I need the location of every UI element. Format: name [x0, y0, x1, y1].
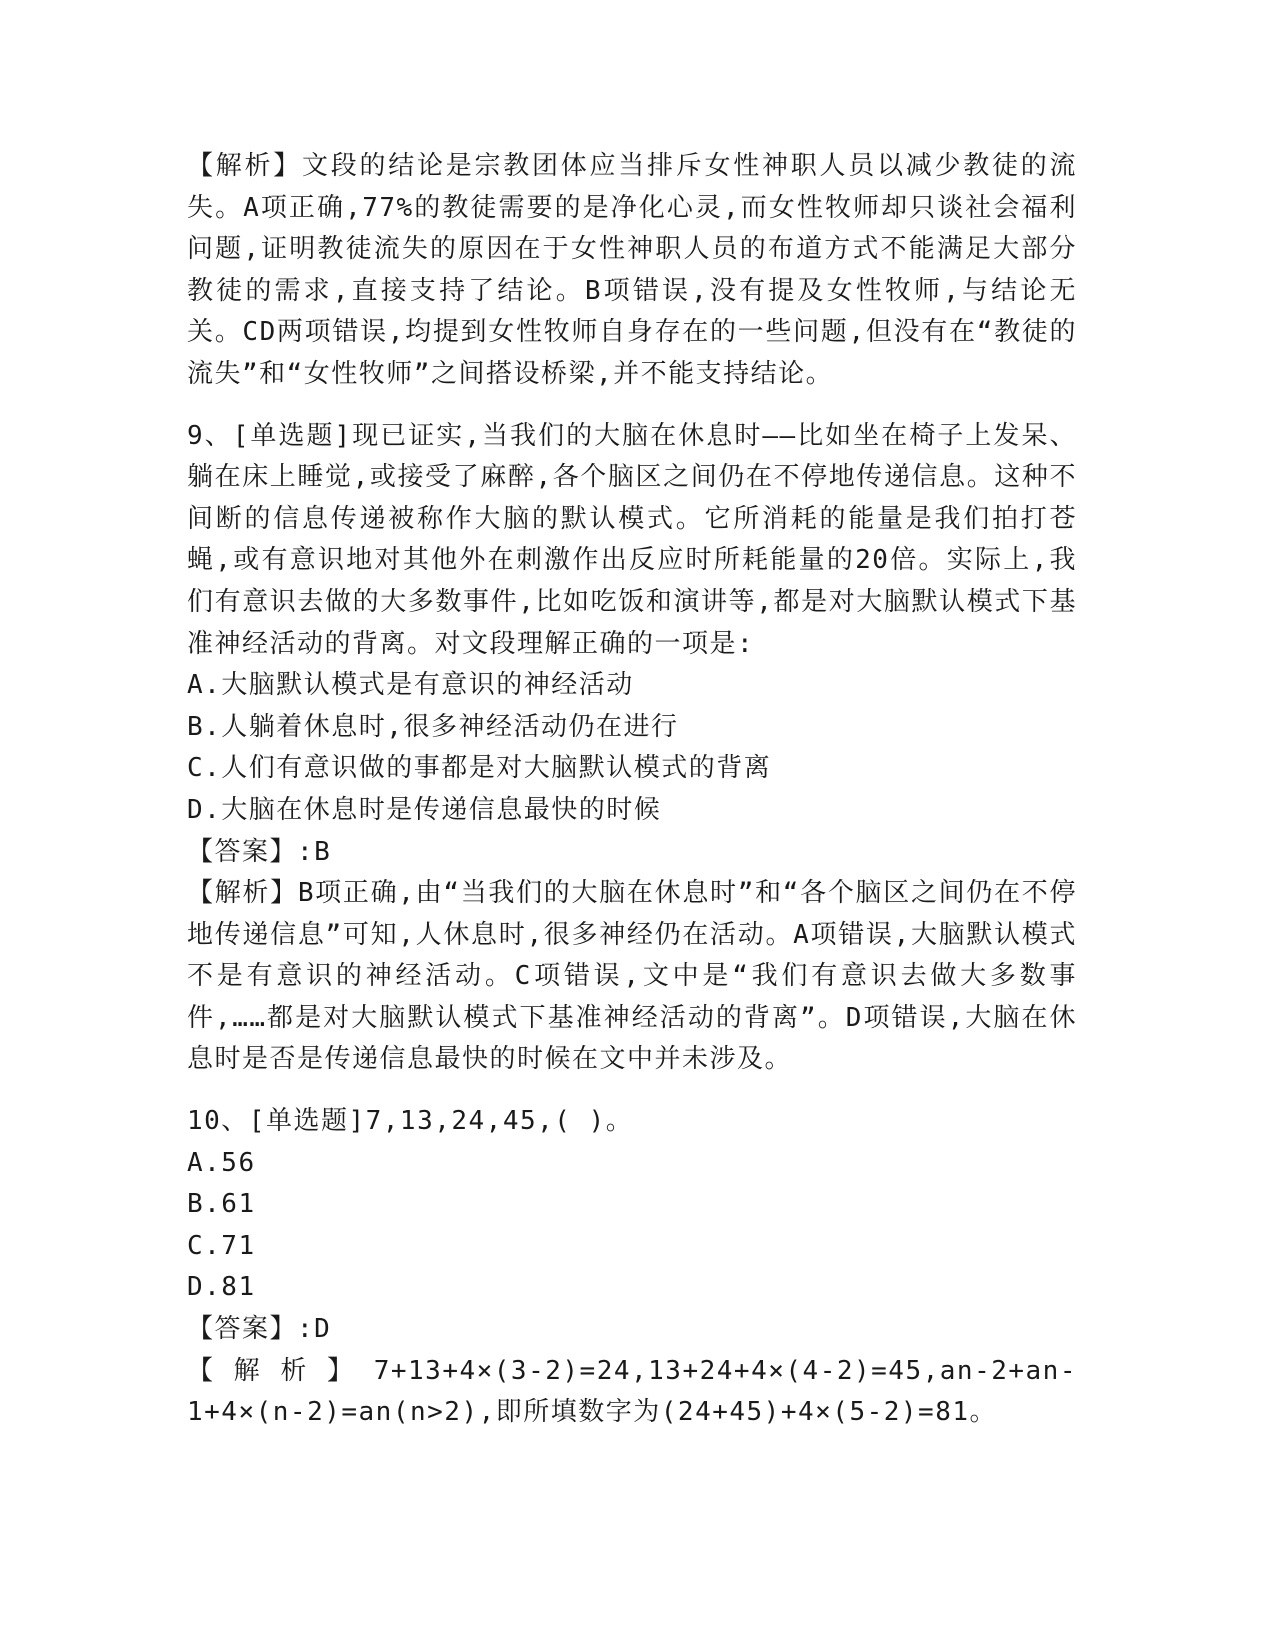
q10-option-b: B.61: [187, 1189, 256, 1220]
q10-option-c: C.71: [187, 1230, 256, 1261]
question-9: [187, 416, 1077, 1082]
q10-option-d: D.81: [187, 1272, 256, 1303]
q10-analysis: 【解析】7+13+4×(3-2)=24,13+24+4×(4-2)=45,an-2+an-1+4×(n-2)=an(n>2),即所填数字为(24+45)+4×(5-2)=81。: [187, 1355, 1077, 1428]
q10-answer: 【答案】:D: [187, 1314, 332, 1345]
q10-stem: 10、[单选题]7,13,24,45,( )。: [187, 1106, 634, 1137]
q9-answer: 【答案】:B: [187, 836, 332, 867]
page-content: [187, 146, 1077, 1434]
q9-option-c: C.人们有意识做的事都是对大脑默认模式的背离: [187, 753, 772, 784]
q9-option-a: A.大脑默认模式是有意识的神经活动: [187, 670, 634, 701]
q9-analysis: 【解析】B项正确,由“当我们的大脑在休息时”和“各个脑区之间仍在不停地传递信息”可知,人休息时,很多神经仍在活动。A项错误,大脑默认模式不是有意识的神经活动。C项错误,文中是“我们有意识去做大多数事件,……都是对大脑默认模式下基准神经活动的背离”。D项错误,大脑在休息时是否是传递信息最快的时候在文中并未涉及。: [187, 878, 1077, 1075]
q9-option-d: D.大脑在休息时是传递信息最快的时候: [187, 794, 662, 825]
q8-analysis: 【解析】文段的结论是宗教团体应当排斥女性神职人员以减少教徒的流失。A项正确,77%的教徒需要的是净化心灵,而女性牧师却只谈社会福利问题,证明教徒流失的原因在于女性神职人员的布道方式不能满足大部分教徒的需求,直接支持了结论。B项错误,没有提及女性牧师,与结论无关。CD两项错误,均提到女性牧师自身存在的一些问题,但没有在“教徒的流失”和“女性牧师”之间搭设桥梁,并不能支持结论。: [187, 151, 1077, 389]
q9-stem: 9、[单选题]现已证实,当我们的大脑在休息时——比如坐在椅子上发呆、躺在床上睡觉,或接受了麻醉,各个脑区之间仍在不停地传递信息。这种不间断的信息传递被称作大脑的默认模式。它所消耗的能量是我们拍打苍蝇,或有意识地对其他外在刺激作出反应时所耗能量的20倍。实际上,我们有意识去做的大多数事件,比如吃饭和演讲等,都是对大脑默认模式下基准神经活动的背离。对文段理解正确的一项是:: [187, 420, 1077, 659]
question-10: [187, 1101, 1077, 1434]
q10-option-a: A.56: [187, 1147, 256, 1178]
q9-option-b: B.人躺着休息时,很多神经活动仍在进行: [187, 711, 679, 742]
